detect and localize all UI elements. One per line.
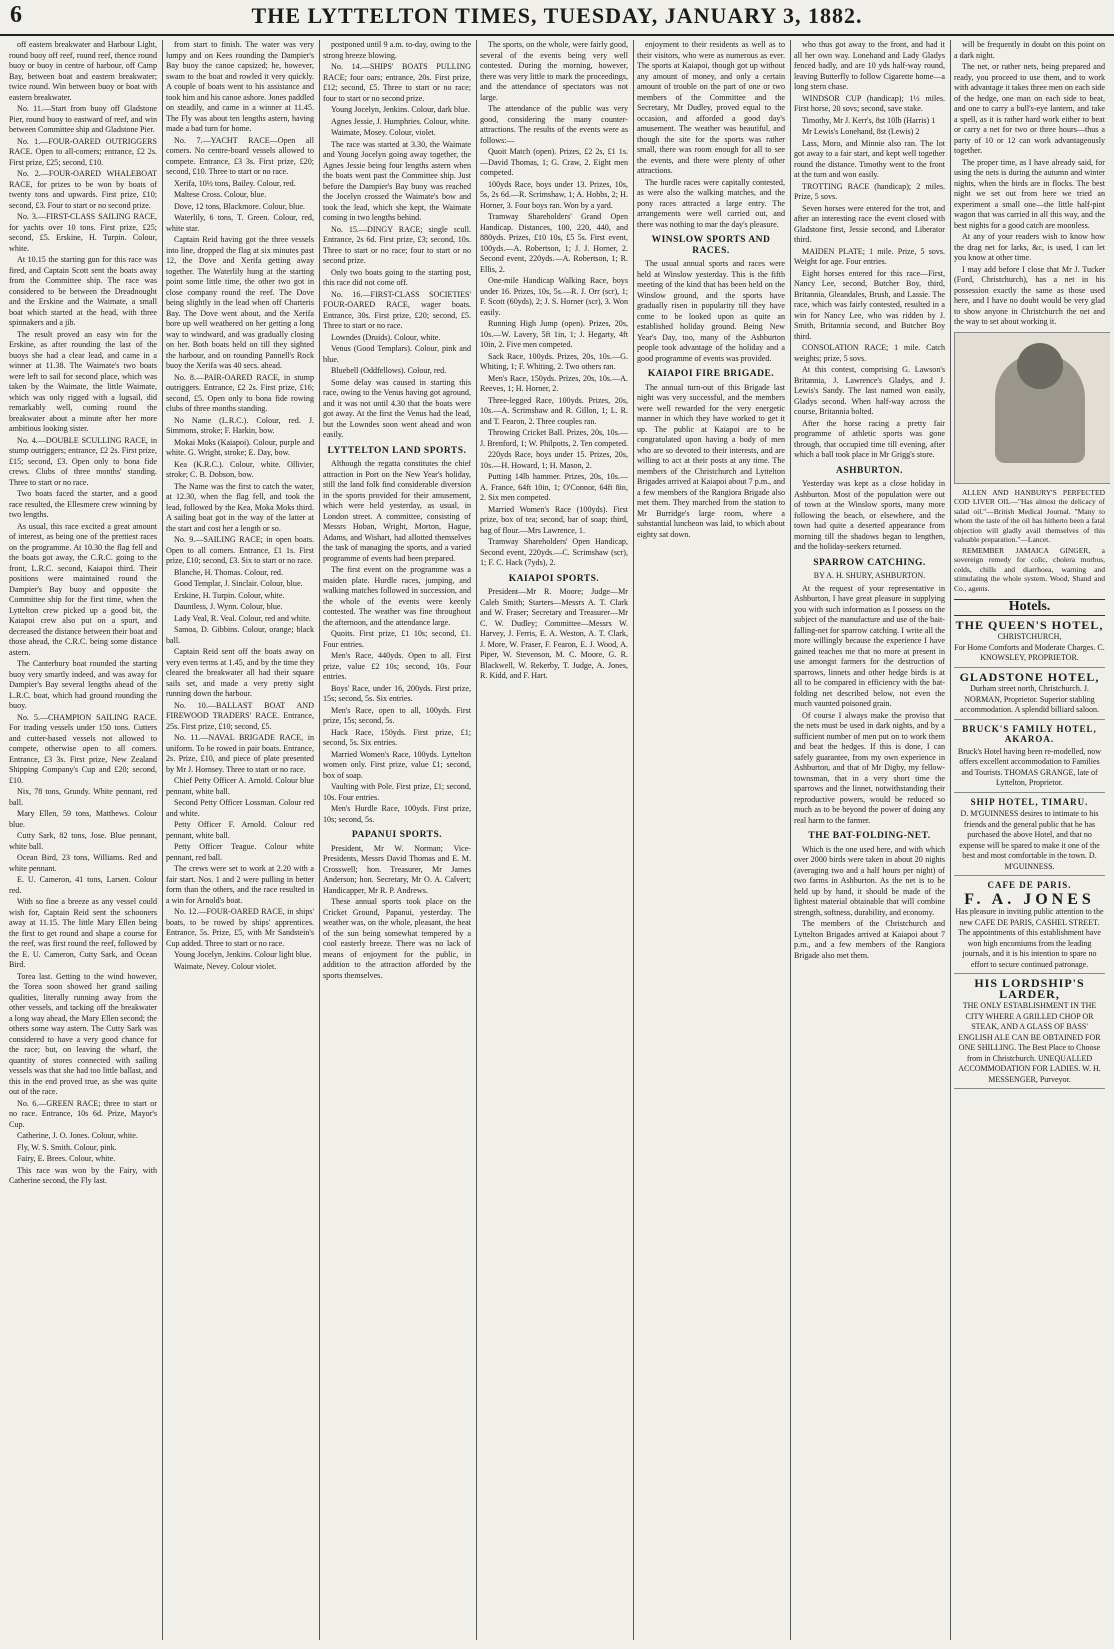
article-paragraph: No. 4.—DOUBLE SCULLING RACE, in stump outriggers; entrance, £2 2s. First prize, £15; second, £3. Open only to bona fide crews. Clubs of three months' standing. Three to start or no race.	[9, 435, 157, 487]
article-paragraph: No. 14.—SHIPS' BOATS PULLING RACE; four oars; entrance, 20s. First prize, £12; second, £5. Three to start or no race; four to start or no second prize.	[323, 62, 471, 103]
cafe-de-paris-ad	[954, 880, 1105, 974]
sparrow-article-end	[954, 40, 1105, 328]
article-paragraph: Young Jocelyn, Jenkins. Colour, dark blue.	[331, 105, 470, 114]
article-paragraph: These annual sports took place on the Cricket Ground, Papanui, yesterday. The weather was, on the whole, pleasant, the heat of the sun being somewhat tempered by a cool easterly breeze. There was no lack of means of enjoyment for the public, in addition to the attraction afforded by the sports themselves.	[323, 897, 471, 980]
article-paragraph: 100yds Race, boys under 13. Prizes, 10s, 5s, 2s 6d.—R. Scrimshaw, 1; A. Hobbs, 2; H. Horner, 3. Four boys ran. Won by a yard.	[480, 179, 628, 210]
article-paragraph: Kea (K.R.C.). Colour, white. Ollivier, stroke; C. B. Dobson, bow.	[166, 459, 314, 479]
article-paragraph: At 10.15 the starting gun for this race was fired, and Captain Scott sent the boats away from the Committee ship. The race was considered to be between the Dreadnought and the Erskine and the Waimate, a small boat which started at the head, with three spinnakers and a jib.	[9, 255, 157, 327]
article-paragraph: No. 9.—SAILING RACE; in open boats. Open to all comers. Entrance, £1 1s. First prize, £10; second, £3. Six to start or no race.	[166, 535, 314, 565]
article-paragraph: Running High Jump (open). Prizes, 20s, 10s.—W. Lavery, 5ft 1in, 1; J. Hegarty, 4ft 10in, 2. Five men competed.	[480, 319, 628, 349]
column-6	[791, 40, 951, 1640]
article-paragraph: postponed until 9 a.m. to-day, owing to the strong breeze blowing.	[323, 40, 471, 60]
article-paragraph: Eight horses entered for this race—First, Nancy Lee, second, Butcher Boy, third, Britannia, Gleandales, Brush, and Lassie. The race, which was fairly contested, resulted in a win for Nancy Lee, who was ridden by J. Smith, Britannia second, and Butcher Boy third.	[794, 268, 945, 341]
article-paragraph: Fly, W. S. Smith. Colour, pink.	[17, 1142, 117, 1152]
article-paragraph: from start to finish. The water was very lumpy and on Kees rounding the Dampier's Bay buoy the canoe capsized; he, however, swam to the boat and rowled it very quickly. A couple of boats went to his assistance and took him and his canoe ashore. Jones paddled on steadily, and came in a winner at 11.45. The Fly was about ten lengths astern, having made a bad turn for home.	[166, 40, 314, 133]
article-paragraph: Married Women's Race (100yds). First prize, box of tea; second, bar of soap; third, bag of flour.—Mrs Lawrence, 1.	[480, 504, 628, 535]
article-paragraph: Young Jocelyn, Jenkins. Colour light blue.	[174, 950, 312, 959]
queens-hotel-text: For Home Comforts and Moderate Charges. C. KNOWSLEY, PROPRIETOR.	[954, 642, 1105, 662]
article-paragraph: Boys' Race, under 16, 200yds. First prize, 15s; second, 5s. Six entries.	[323, 683, 471, 703]
columns	[6, 40, 1110, 1644]
gladstone-hotel-title: GLADSTONE HOTEL,	[959, 669, 1100, 684]
gladstone-hotel-ad	[954, 669, 1105, 720]
article-paragraph: Tramway Shareholders' Open Handicap, Second event, 220yds.—C. Scrimshaw (scr), 1; F. C. Hack (7yds), 2.	[480, 537, 628, 567]
article-paragraph: who thus got away to the front, and had it all her own way. Lonehand and Lady Gladys fenced badly, and are 10 yds half-way round, leaving Butterfly to follow Cigarette home—a long stern chase.	[794, 40, 945, 91]
article-paragraph: Two boats faced the starter, and a good race resulted, the Ellesmere crew winning by two lengths.	[9, 489, 157, 519]
article-paragraph: No. 11.—Start from buoy off Gladstone Pier, round buoy to eastward of reef, and win between Committee ship and Gladstone Pier.	[9, 104, 157, 134]
advertisement-illustration	[954, 332, 1110, 484]
article-paragraph: The hurdle races were capitally contested, as were also the walking matches, and the pony races attracted a large entry. The arrangements were well carried out, and there was nothing to mar the day's pleasure.	[637, 177, 785, 229]
article-paragraph: Although the regatta constitutes the chief attraction in Port on the New Year's holiday, still the land folk find considerable diversion in the sports provided for their amusement, which were held yesterday, as usual, in London street. A committee, consisting of Messrs Hoban, Wright, Morton, Hague, Adams, and Wishart, had allotted themselves the task of managing the sports, and a varied programme of events had been prepared.	[323, 459, 471, 563]
brucks-hotel-text: Bruck's Hotel having been re-modelled, now offers excellent accommodation to Families and Tourists. THOMAS GRANGE, late of Lyttelton, Proprietor.	[957, 746, 1102, 787]
article-paragraph: No. 1.—FOUR-OARED OUTRIGGERS RACE. Open to all-comers; entrance, £2 2s. First prize, £25; second, £10.	[9, 136, 157, 167]
article-paragraph: Chief Petty Officer A. Arnold. Colour blue pennant, white ball.	[166, 776, 314, 796]
column-1	[6, 40, 163, 1640]
article-paragraph: President, Mr W. Norman; Vice-Presidents, Messrs David Thomas and E. M. Crosswell; hon. Treasurer, Mr James Anderson; hon. Secretary, Mr O. A. Calvert; Handicapper, Mr R. P. Andrews.	[323, 843, 471, 895]
article-paragraph: Married Women's Race, 100yds. Lyttelton women only. First prize, value £1; second, box of soap.	[323, 749, 471, 780]
article-paragraph: At any of your readers wish to know how the drag net for larks, &c, is used, I can let you know at other time.	[954, 232, 1105, 262]
column-5	[634, 40, 791, 1640]
article-paragraph: One-mile Handicap Walking Race, boys under 16. Prizes, 10s, 5s.—R. J. Orr (scr), 1; F. Scott (60yds), 2; J. S. Horner (scr), 3. Won easily.	[480, 276, 628, 317]
article-heading: KAIAPOI SPORTS.	[508, 573, 600, 584]
article-paragraph: Petty Officer Teague. Colour white pennant, red ball.	[166, 842, 314, 862]
article-paragraph: The usual annual sports and races were held at Winslow yesterday. This is the fifth meeting of the kind that has been held on the Winslow ground, and the sports have gradually risen in popularity till they have come to be looked upon as quite an established holiday ground. Being New Year's Day, too, many of the Ashburton people took advantage of the holiday and a good programme of events was provided.	[637, 259, 785, 363]
article-paragraph: Samoa, D. Gibbins. Colour, orange; black ball.	[166, 625, 314, 645]
article-heading: WINSLOW SPORTS AND RACES.	[651, 235, 771, 256]
article-paragraph: Lass, Moro, and Minnie also ran. The lot got away to a fair start, and kept well together round the distance. Timothy went to the front at the turn and won easily.	[794, 138, 945, 179]
article-paragraph: Yesterday was kept as a close holiday in Ashburton. Most of the population were out of town at the Winslow sports, many more following the beach, or elsewhere, and the town had quite a deserted appearance from morning till the shadows began to lengthen, and the holiday-seekers returned.	[794, 479, 945, 551]
article-paragraph: Sack Race, 100yds. Prizes, 20s, 10s.—G. Whiting, 1; F. Whiting, 2. Two others ran.	[480, 351, 628, 371]
article-paragraph: The attendance of the public was very good, considering the many counter-attractions. The results of the events were as follows:—	[480, 104, 628, 145]
column-2	[163, 40, 320, 1640]
article-paragraph: Hack Race, 150yds. First prize, £1; second, 5s. Six entries.	[323, 727, 471, 747]
article-paragraph: Petty Officer F. Arnold. Colour red pennant, white ball.	[166, 820, 314, 840]
article-paragraph: Mary Ellen, 59 tons, Matthews. Colour blue.	[9, 809, 157, 829]
newspaper-title: THE LYTTELTON TIMES, TUESDAY, JANUARY 3, 1882.	[251, 3, 863, 28]
article-paragraph: Captain Reid sent off the boats away on very even terms at 1.45, and by the time they cleared the breakwater all had their square sails set, and made a very pretty sight running down the harbour.	[166, 647, 314, 698]
article-paragraph: Mokai Moks (Kaiapoi). Colour, purple and white. G. Wright, stroke; E. Day, bow.	[166, 437, 314, 457]
article-paragraph: Men's Race, 150yds. Prizes, 20s, 10s.—A. Reeves, 1; H. Horner, 2.	[480, 373, 628, 393]
article-paragraph: The crews were set to work at 2.20 with a fair start. Nos. 1 and 2 were pulling in better form than the others, and the race resulted in a win for Arnold's boat.	[166, 864, 314, 905]
ship-hotel-text: D. M'GUINNESS desires to intimate to his friends and the general public that he has purchased the above Hotel, and that no expense will be spared to make it one of the best and most comfortable in the town. D. M'GUINNESS.	[959, 809, 1100, 871]
lordships-larder-ad	[954, 978, 1105, 1089]
article-paragraph: I may add before I close that Mr J. Tucker (Ford, Christchurch), has a net in his possession exactly the same as those used here, and I have no doubt would be very glad to show anyone in Christchurch the net and the way to set about working it.	[954, 264, 1105, 326]
article-paragraph: No. 3.—FIRST-CLASS SAILING RACE, for yachts over 10 tons. First prize, £25; second, £5. Erskine, H. Turpin. Colour, white.	[9, 212, 157, 253]
queens-hotel-location: CHRISTCHURCH,	[997, 632, 1062, 641]
article-paragraph: Ocean Bird, 23 tons, Williams. Red and white pennant.	[9, 853, 157, 873]
column-4	[477, 40, 634, 1640]
article-paragraph: No. 6.—GREEN RACE; three to start or no race. Entrance, 10s 6d. Prize, Mayor's Cup.	[9, 1098, 157, 1129]
article-paragraph: No. 5.—CHAMPION SAILING RACE. For trading vessels under 150 tons. Cutters and cutter-based vessels not allowed to compete, otherwise open to all comers. Entrance, £3 3s. First prize, New Zealand Shipping Company's Cup and £20; second, £10.	[9, 712, 157, 785]
article-paragraph: Torea last. Getting to the wind however, the Torea soon showed her grand sailing qualities, literally running away from the other vessels, and tacking off the breakwater a long way ahead, the Mary Ellen second; the others some way astern. The Cutty Sark was considered to have a very good chance for the race; but, on leaving the wharf, the quantity of stores connected with sailing vessels was that she had too little ballast, and this in the end proved true, as she was quite out of the race.	[9, 971, 157, 1096]
article-paragraph: No. 10.—BALLAST BOAT AND FIREWOOD TRADERS' RACE. Entrance, 25s. First prize, £10; second, £5.	[166, 700, 314, 731]
article-paragraph: No. 7.—YACHT RACE—Open all comers. No centre-board vessels allowed to compete. Entrance, £3 3s. First prize, £20; second, £10. Three to start or no race.	[166, 135, 314, 176]
article-heading: THE BAT-FOLDING-NET.	[808, 831, 931, 841]
article-paragraph: Throwing Cricket Ball. Prizes, 20s, 10s.—J. Brenford, 1; W. Philpotts, 2. Ten competed.	[480, 428, 628, 448]
cod-liver-oil-advert: ALLEN AND HANBURY'S PERFECTED COD LIVER OIL—"Has almost the delicacy of salad oil."—British Medical Journal. "Many to whom the taste of the oil has hitherto been a fatal objection will gladly avail themselves of this valuable preparation."—Lancet.	[954, 487, 1105, 544]
masthead	[0, 0, 1114, 36]
article-paragraph: Lady Veal, R. Veal. Colour, red and white.	[174, 613, 311, 623]
article-paragraph: The first event on the programme was a maiden plate. Hurdle races, jumping, and walking matches followed in succession, and the whole of the events were keenly contested. The weather was fine throughout the afternoon, and the attendance large.	[323, 565, 471, 627]
article-heading: KAIAPOI FIRE BRIGADE.	[647, 369, 775, 379]
article-byline: BY A. H. SHURY, ASHBURTON.	[813, 571, 926, 580]
article-paragraph: This race was won by the Fairy, with Catherine second, the Fly last.	[9, 1165, 157, 1185]
article-paragraph: Blanche, H. Thomas. Colour, red.	[174, 567, 283, 577]
article-paragraph: Men's Race, open to all, 100yds. First prize, 15s; second, 5s.	[323, 705, 471, 725]
article-paragraph: Men's Race, 440yds. Open to all. First prize, value £2 10s; second, 10s. Four entries.	[323, 651, 471, 681]
cafe-text: Has pleasure in inviting public attention to the new CAFE DE PARIS, CASHEL STREET. The appointments of this establishment have won high encomiums from the leading journals, and it is his intention to spare no effort to secure continued patronage.	[955, 907, 1104, 969]
queens-hotel-ad	[954, 617, 1105, 668]
article-paragraph: Dove, 12 tons, Blackmore. Colour, blue.	[174, 201, 305, 211]
article-heading: SPARROW CATCHING.	[813, 557, 926, 568]
article-paragraph: Waterlily, 6 tons, T. Green. Colour, red, white star.	[166, 213, 314, 233]
article-paragraph: No. 8.—PAIR-OARED RACE, in stump outriggers. Entrance, £2 2s. First prize, £16; second, £5. Open only to bona fide rowing clubs of three months standing.	[166, 372, 314, 413]
article-paragraph: The result proved an easy win for the Erskine, as after rounding the last of the buoys she had a clear lead, and came in a winner at 11.38. The Waimate's two boats were left to sail for second place, which was taken by the Waimate, the little Waimate, which was only rigged with a lugsail, did remarkably well, coming round the breakwater about a minute after her more ambitious looking sister.	[9, 329, 157, 433]
article-paragraph: Waimate, Mosey. Colour, violet.	[331, 128, 436, 137]
article-paragraph: off eastern breakwater and Harbour Light, round buoy off reef, round reef, thence round buoy or buoy in centre of harbour, off Camp Bay, between boat and eastern breakwater; twice round. Win between buoy or boat with eastern breakwater.	[9, 40, 157, 102]
article-paragraph: Mr Lewis's Lonehand, 8st (Lewis) 2	[802, 127, 920, 136]
article-paragraph: CONSOLATION RACE; 1 mile. Catch weights; prize, 5 sovs.	[794, 343, 945, 363]
article-heading: PAPANUI SPORTS.	[351, 830, 443, 840]
article-paragraph: At the request of your representative in Ashburton, I have great pleasure in supplying you with such information as I possess on the subject of the manufacture and use of the bait-falling-net for sparrow catching. I write all the more willingly because the experience I have gained teaches me that no more at present in use amongst farmers for the destruction of sparrows, linnets and other hedge birds is at all to be compared in efficiency with the bat-folding net described below, not even the much vaunted poisoned grain.	[794, 583, 945, 708]
hotels-heading: Hotels.	[954, 599, 1105, 616]
article-paragraph: Putting 14lb hammer. Prizes, 20s, 10s.—A. France, 64ft 10in, 1; O'Connor, 64ft 8in, 2. Six men competed.	[480, 472, 628, 502]
article-paragraph: At this contest, comprising G. Lawson's Britannia, J. Lawrence's Gladys, and J. Lewis's Sandy. The last named won easily, Gladys second. When half-way across the course, Britannia bolted.	[794, 365, 945, 416]
article-paragraph: Waimate, Nevey. Colour violet.	[174, 961, 277, 971]
article-paragraph: No. 12.—FOUR-OARED RACE, in ships' boats, to be rowed by ships' apprentices. Entrance, 5s. Prize, £5, with Mr Sandstein's Cup added. Three to start or no race.	[166, 907, 314, 948]
article-paragraph: The Name was the first to catch the water, at 12.30, when the flag fell, and took the lead, followed by the Kea, Moka Moks third. A sailing boat got in the way of the latter at the start and cost her a length or so.	[166, 481, 314, 533]
article-paragraph: The race was started at 3.30, the Waimate and Young Jocelyn going away together, the Agnes Jessie being four lengths astern when the boats went past the Committee ship. Just before the Dampier's Bay buoy was reached the Jocelyn crossed the Waimate's bow and took the lead, which she kept, the Waimate coming in two lengths behind.	[323, 139, 471, 222]
article-paragraph: After the horse racing a pretty fair programme of athletic sports was gone through, that occupied time till evening, after which a ball took place in Mr Grigg's store.	[794, 418, 945, 459]
article-paragraph: Xerifa, 10½ tons, Bailey. Colour, red.	[174, 178, 296, 188]
article-paragraph: enjoyment to their residents as well as to their visitors, who were as numerous as ever. The sports at Kaiapoi, though got up without any amount of money, and only a certain amount of trouble on the part of one or two members of the Committee and the Secretary, Mr Dudley, proved equal to the occasion, and afforded a good day's amusement. The weather was beautiful, and though the site for the sports was rather small, there was room enough for all to see the events, and there were plenty of other attractions.	[637, 40, 785, 175]
column-7-ads	[951, 40, 1110, 1640]
gladstone-hotel-text: Durham street north, Christchurch. J. NORMAN, Proprietor. Superior stabling accommodation. A splendid billiard saloon.	[959, 684, 1100, 714]
article-paragraph: Only two boats going to the starting post, this race did not come off.	[323, 267, 471, 287]
larder-text: THE ONLY ESTABLISHMENT IN THE CITY WHERE A GRILLED CHOP OR STEAK, AND A GLASS OF BASS' ENGLISH ALE CAN BE OBTAINED FOR ONE SHILLING. The Best Place to Choose from in Christchurch. UNEQUALLED ACCOMMODATION FOR LADIES. W. H. MESSENGER, Purveyor.	[958, 1001, 1101, 1084]
article-paragraph: Of course I always make the proviso that the nets must be used in dark nights, and by a sufficient number of men put on to work them and beat the hedges. If this is done, I can safely guarantee, from my own experience in Ashburton, and that of Mr Digby, my fellow-townsman, that in a very short time the sparrows and the linnet, notwithstanding their reproductive powers, would be reduced so much as to be beyond the power of doing any real harm to the farmer.	[794, 710, 945, 825]
article-paragraph: Captain Reid having got the three vessels into line, dropped the flag at six minutes past 12, the Dove and Xerifa getting away together. The Waterlily hung at the starting point some little time, the other two got in close company round the reef. The Dove being slightly in the lead when off Charteris Bay. The Dove went about, and the Xerifa bore up well weathered on her getting a long way to windward, and was gradually closing on her. Both boats held on till they sighted the harbour, and on rounding Pannell's Rock buoy the Xerifa was 40 secs. ahead.	[166, 235, 314, 370]
article-paragraph: As usual, this race excited a great amount of interest, as being one of the prettiest races on the programme. At 10.30 the flag fell and the boats got away, the C.R.C. going to the front, L.R.C. second, Kaiapoi third. Their positions were maintained round the Dampier's Bay buoy and opposite the Committee ship for the first time, when the Lyttelton crew picked up a good bit, the Kaiapoi crew also put on a spurt, and decreased the distance between their boat and those ahead, the C.R.C. being some distance astern.	[9, 521, 157, 657]
article-paragraph: Some delay was caused in starting this race, owing to the Venus having got aground, and it was not until 4.30 that the boats were got away. At the first the Venus had the lead, but the Lowndes soon went ahead and won easily.	[323, 377, 471, 439]
article-paragraph: Venus (Good Templars). Colour, pink and blue.	[323, 344, 471, 364]
article-heading: ASHBURTON.	[835, 465, 904, 476]
page-number: 6	[10, 2, 22, 28]
article-paragraph: The annual turn-out of this Brigade last night was very successful, and the members were well rewarded for the very energetic manner in which they have worked to get it up. The public at Kaiapoi are to be congratulated upon having a body of men who are so devoted to their interests, and are willing to act at their posts at any time. The members of the Christchurch and Lyttelton Brigades arrived at Kaiapoi about 7 p.m., and a few members of the Rangiora Brigade also met them. They marched from the station to Mr Burridge's large room, where a substantial luncheon was laid, to which about eighty sat down.	[637, 382, 785, 539]
larder-title: HIS LORDSHIP'S LARDER,	[974, 976, 1085, 1001]
article-paragraph: Men's Hurdle Race, 100yds. First prize, 10s; second, 5s.	[323, 804, 471, 824]
article-paragraph: E. U. Cameron, 41 tons, Larsen. Colour red.	[9, 875, 157, 895]
article-paragraph: Bluebell (Oddfellows). Colour, red.	[331, 366, 447, 375]
article-paragraph: Agnes Jessie, J. Humphries. Colour, white.	[331, 116, 471, 126]
article-paragraph: Second Petty Officer Lossman. Colour red and white.	[166, 798, 314, 818]
article-paragraph: Cutty Sark, 82 tons, Jose. Blue pennant, white ball.	[9, 831, 157, 851]
article-paragraph: Lowndes (Druids). Colour, white.	[331, 332, 441, 342]
article-paragraph: Quoits. First prize, £1 10s; second, £1. Four entries.	[323, 629, 471, 649]
article-paragraph: No. 15.—DINGY RACE; single scull. Entrance, 2s 6d. First prize, £3; second, 10s. Three to start or no race; four to start or no second prize.	[323, 224, 471, 265]
article-paragraph: Catherine, J. O. Jones. Colour, white.	[17, 1131, 138, 1140]
article-paragraph: With so fine a breeze as any vessel could wish for, Captain Reid sent the schooners away at 11.15. The little Mary Ellen being the first to get round and shape a course for the reef, was first round the reef, followed by the E. U. Cameron, Cutty Sark, and Ocean Bird.	[9, 897, 157, 969]
article-paragraph: The members of the Christchurch and Lyttelton Brigades arrived at Kaiapoi about 7 p.m., and a few members of the Rangiora Brigade also met them.	[794, 919, 945, 960]
article-paragraph: The proper time, as I have already said, for using the nets is during the autumn and winter nights, when the birds are in flocks. The best night we set out from here we tried an experiment a small one—the little half-pint wagon that was carried in all this way, and the best nights for a good catch are moonless.	[954, 157, 1105, 230]
article-paragraph: Vaulting with Pole. First prize, £1; second, 10s. Four entries.	[323, 782, 471, 802]
ship-hotel-title: SHIP HOTEL, TIMARU.	[970, 796, 1089, 807]
article-heading: LYTTELTON LAND SPORTS.	[327, 445, 467, 456]
article-paragraph: Dauntless, J. Wynn. Colour, blue.	[174, 602, 283, 611]
article-paragraph: MAIDEN PLATE; 1 mile. Prize, 5 sovs. Weight for age. Four entries.	[794, 246, 945, 266]
brucks-hotel-ad	[954, 724, 1105, 793]
jamaica-ginger-advert: REMEMBER JAMAICA GINGER, a sovereign remedy for colic, cholera morbus, colds, chills and diarrhoea, warning and stimulating the whole system. Wood, Shand and Co., agents.	[954, 545, 1105, 593]
article-paragraph: 220yds Race, boys under 15. Prizes, 20s, 10s.—H. Howard, 1; H. Mason, 2.	[480, 450, 628, 470]
article-paragraph: No. 11.—NAVAL BRIGADE RACE, in uniform. To be rowed in pair boats. Entrance, 2s. Prize, £10, and piece of plate presented by Mr J. Hornsey. Three to start or no race.	[166, 733, 314, 774]
article-paragraph: TROTTING RACE (handicap); 2 miles. Prize, 5 sovs.	[794, 181, 945, 201]
article-paragraph: Timothy, Mr J. Kerr's, 8st 10lb (Harris) 1	[802, 115, 936, 125]
article-paragraph: Quoit Match (open). Prizes, £2 2s, £1 1s.—David Thomas, 1; G. Craw, 2. Eight men competed.	[480, 147, 628, 177]
article-paragraph: The net, or rather nets, being prepared and ready, you proceed to use them, and to work with advantage it takes three men on each side of the hedge, one man on each side to beat, and one to carry a bull's-eye lantern, and take a spell, as it is rather hard work either to beat or carry a net for two or three hours—thus a party of 10 or 12 can work advantageously together.	[954, 62, 1105, 155]
article-paragraph: Nix, 78 tons, Grundy. White pennant, red ball.	[9, 787, 157, 807]
brucks-hotel-title: BRUCK'S FAMILY HOTEL, AKAROA.	[962, 723, 1097, 744]
article-paragraph: Seven horses were entered for the trot, and after an interesting race the event closed with Gladstone first, Jessie second, and Liberator third.	[794, 203, 945, 244]
article-paragraph: WINDSOR CUP (handicap); 1½ miles. First horse, 20 sovs; second, save stake.	[794, 93, 945, 113]
column-3	[320, 40, 477, 1640]
article-paragraph: will be frequently in doubt on this point on a dark night.	[954, 40, 1105, 60]
cafe-owner-name: F. A. JONES	[964, 890, 1095, 908]
cafe-title: CAFE DE PARIS.	[987, 880, 1072, 890]
article-paragraph: President—Mr R. Moore; Judge—Mr Caleb Smith; Starters—Messrs A. T. Clark and W. Fraser; Secretary and Treasurer—Mr C. W. Dudley; Committee—Messrs W. Harvey, J. Ferris, E. A. Weston, A. T. Clark, J. More, W. Fraser, F. Fearon, E. J. Wood, A. Piper, W. Stevenson, M. C. Moore, G. R. Blackwell, W. Rekerby, T. Judge, A. Jones, R. Kidd, and F. Hart.	[480, 587, 628, 680]
article-paragraph: No Name (L.R.C.). Colour, red. J. Simmons, stroke; F. Harkin, bow.	[166, 415, 314, 435]
queens-hotel-title: THE QUEEN'S HOTEL,	[955, 617, 1104, 632]
ship-hotel-ad	[954, 797, 1105, 877]
article-paragraph: Which is the one used here, and with which over 2000 birds were taken in about 20 nights (averaging two and a half hours per night) of two farms in Ashburton. As the net is to be held up by hand, it should be made of the lightest material obtainable that will combine strength, softness, durability, and economy.	[794, 844, 945, 917]
article-paragraph: The Canterbury boat rounded the starting buoy very smartly indeed, and was away for Dampier's Bay several lengths ahead of the L.R.C. boat, which had ground rounding the buoy.	[9, 659, 157, 710]
article-paragraph: No. 16.—FIRST-CLASS SOCIETIES' FOUR-OARED RACE, wager boats. Entrance, 30s. First prize, £20; second, £5. Three to start or no race.	[323, 289, 471, 330]
article-paragraph: Three-legged Race, 100yds. Prizes, 20s, 10s.—A. Scrimshaw and R. Gillon, 1; L. R. and T. Fearon, 2. Three couples ran.	[480, 395, 628, 426]
article-paragraph: The sports, on the whole, were fairly good, several of the events being very well contested. During the morning, however, there was very little to mark the proceedings, and the attendance of spectators was not large.	[480, 40, 628, 102]
article-paragraph: Fairy, E. Brees. Colour, white.	[17, 1154, 116, 1163]
article-paragraph: Maltese Cross. Colour, blue.	[174, 190, 267, 199]
article-paragraph: Tramway Shareholders' Grand Open Handicap. Distances, 100, 220, 440, and 880yds. Prizes, £10 10s, £5 5s. First event, 100yds.—A. Robertson, 1; J. J. Horner, 2. Second event, 220yds.—A. Robertson, 1; R. Ellis, 2.	[480, 212, 628, 274]
article-paragraph: Good Templar, J. Sinclair. Colour, blue.	[174, 579, 303, 588]
article-paragraph: Erskine, H. Turpin. Colour, white.	[174, 590, 285, 600]
article-paragraph: No. 2.—FOUR-OARED WHALEBOAT RACE, for prizes to be won by boats of twenty tons and upwards. First prize, £10; second, £3. Four to start or no second prize.	[9, 169, 157, 210]
